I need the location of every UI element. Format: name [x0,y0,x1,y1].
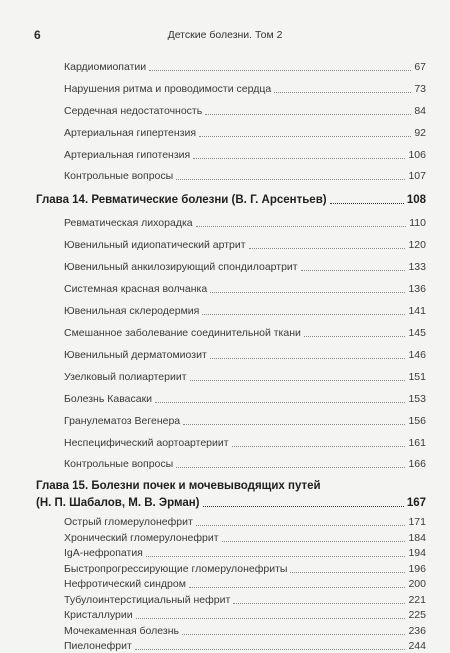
toc-entry[interactable]: Кардиомиопатии 67 [64,61,426,73]
toc-entry[interactable]: Ювенильная склеродермия 141 [64,305,426,317]
chapter-15-title[interactable]: Глава 15. Болезни почек и мочевыводящих путей [36,480,321,492]
toc-entry[interactable]: Артериальная гипотензия 106 [64,149,426,161]
chapter-14-heading[interactable]: Глава 14. Ревматические болезни (В. Г. Арсентьев) 108 [36,194,426,206]
toc-entry[interactable]: Артериальная гипертензия 92 [64,127,426,139]
toc-entry[interactable]: Ревматическая лихорадка 110 [64,217,426,229]
toc-entry[interactable]: Контрольные вопросы 107 [64,170,426,182]
toc-entry[interactable]: Ювенильный дерматомиозит 146 [64,349,426,361]
toc-entry[interactable]: Болезнь Кавасаки 153 [64,393,426,405]
toc-entry[interactable]: Хронический гломерулонефрит 184 [64,531,426,544]
page-header [0,28,450,44]
toc-entry[interactable]: Узелковый полиартериит 151 [64,371,426,383]
toc-entry[interactable]: Нарушения ритма и проводимости сердца 73 [64,83,426,95]
toc-entry[interactable]: IgA-нефропатия 194 [64,547,426,559]
running-title: Детские болезни. Том 2 [167,29,283,41]
toc-entry[interactable]: Сердечная недостаточность 84 [64,105,426,117]
toc-entry[interactable]: Кристаллурии 225 [64,609,426,621]
chapter-15-heading[interactable]: (Н. П. Шабалов, М. В. Эрман) 167 [36,497,426,509]
toc-entry[interactable]: Быстропрогрессирующие гломерулонефриты 196 [64,562,426,575]
toc-entry[interactable]: Острый гломерулонефрит 171 [64,516,426,528]
toc-entry[interactable]: Нефротический синдром 200 [64,578,426,590]
toc-entry[interactable]: Пиелонефрит 244 [64,640,426,652]
toc-entry[interactable]: Системная красная волчанка 136 [64,283,426,295]
toc-entry[interactable]: Ювенильный идиопатический артрит 120 [64,239,426,251]
page-number: 6 [34,28,41,42]
toc-entry[interactable]: Тубулоинтерстициальный нефрит 221 [64,593,426,606]
toc-entry[interactable]: Гранулематоз Вегенера 156 [64,415,426,427]
toc-entry[interactable]: Смешанное заболевание соединительной ткани 145 [64,327,426,339]
toc-entry[interactable]: Мочекаменная болезнь 236 [64,624,426,637]
toc-entry[interactable]: Контрольные вопросы 166 [64,458,426,470]
toc-entry[interactable]: Неспецифический аортоартериит 161 [64,437,426,449]
toc-entry[interactable]: Ювенильный анкилозирующий спондилоартрит 133 [64,261,426,273]
